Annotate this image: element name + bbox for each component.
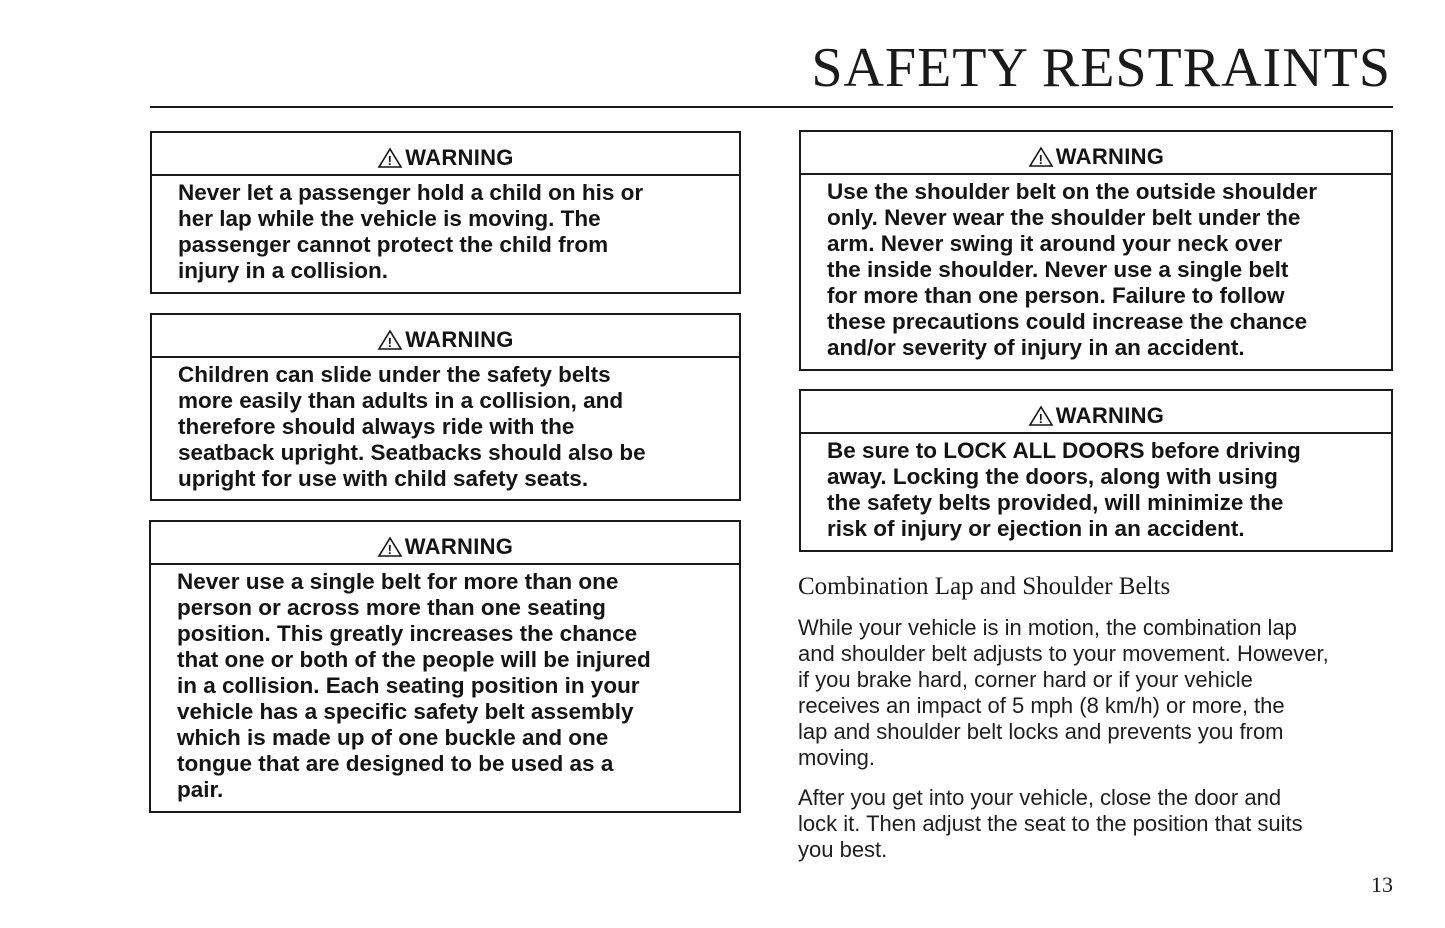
warning-text: Never use a single belt for more than one person or across more than one seating position. This greatly increases the chance that one or both of the people will be injured in a collision. Each seating position in your vehicle has a specific safety belt assembly which is made up of one buckle and one tongue that are designed to be used as a pair.	[177, 569, 651, 802]
warning-box-children-slide	[150, 313, 741, 501]
svg-text:!: !	[387, 153, 393, 168]
warning-triangle-icon	[377, 329, 403, 351]
body-paragraph: While your vehicle is in motion, the combination lap and shoulder belt adjusts to your movement. However, if you brake hard, corner hard or if your vehicle receives an impact of 5 mph (8 km/h) or more, the lap and shoulder belt locks and prevents you from moving.	[798, 615, 1329, 770]
warning-triangle-icon	[1028, 146, 1054, 168]
title-rule	[150, 106, 1393, 108]
warning-header	[152, 315, 739, 358]
warning-triangle-icon	[377, 147, 403, 169]
warning-label: WARNING	[404, 534, 514, 559]
warning-box-lock-doors	[799, 389, 1393, 552]
warning-box-lap-child	[150, 131, 741, 294]
warning-triangle-icon	[1028, 405, 1054, 427]
warning-label: WARNING	[1055, 144, 1165, 169]
warning-label: WARNING	[1055, 403, 1165, 428]
warning-triangle-icon	[377, 536, 403, 558]
warning-text: Never let a passenger hold a child on his or her lap while the vehicle is moving. The passenger cannot protect the child from injury in a collision.	[178, 180, 644, 283]
warning-header	[801, 132, 1391, 175]
warning-header	[801, 391, 1391, 434]
svg-text:!: !	[1038, 152, 1044, 167]
svg-text:!: !	[387, 542, 393, 557]
page-title: SAFETY RESTRAINTS	[811, 37, 1391, 99]
svg-text:!: !	[1038, 411, 1044, 426]
warning-text: Use the shoulder belt on the outside shoulder only. Never wear the shoulder belt under the arm. Never swing it around your neck over the inside shoulder. Never use a single belt for more than one person. Failure to follow these precautions could increase the chance and/or severity of injury in an accident.	[827, 179, 1318, 360]
warning-box-single-belt	[149, 520, 741, 813]
warning-text: Be sure to LOCK ALL DOORS before driving away. Locking the doors, along with using the safety belts provided, will minimize the risk of injury or ejection in an accident.	[827, 438, 1301, 541]
warning-label: WARNING	[405, 327, 514, 352]
warning-header	[152, 133, 739, 176]
warning-label: WARNING	[405, 145, 514, 170]
body-paragraph: After you get into your vehicle, close the door and lock it. Then adjust the seat to the position that suits you best.	[798, 785, 1303, 862]
page-number: 13	[1371, 872, 1393, 897]
svg-text:!: !	[387, 335, 393, 350]
warning-box-shoulder-belt	[799, 130, 1393, 371]
warning-text: Children can slide under the safety belts more easily than adults in a collision, and therefore should always ride with the seatback upright. Seatbacks should also be upright for use with child safety seats.	[178, 362, 646, 491]
section-heading: Combination Lap and Shoulder Belts	[798, 573, 1171, 600]
warning-header	[151, 522, 739, 565]
